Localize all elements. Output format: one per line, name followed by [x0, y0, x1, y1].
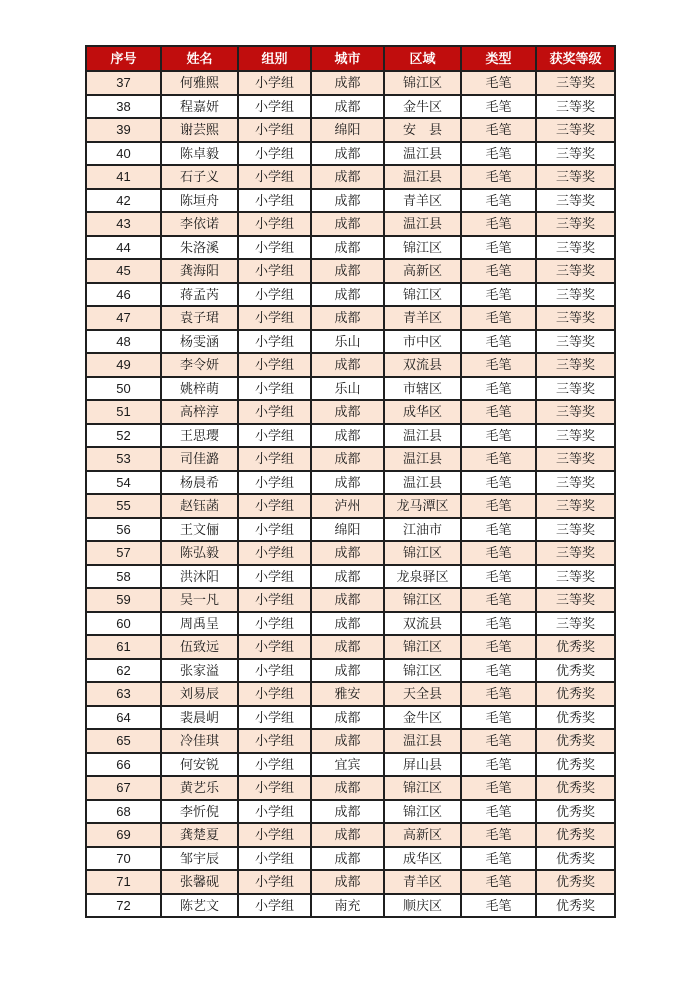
- table-row: [86, 95, 615, 119]
- cell-group: 小学组: [238, 706, 311, 730]
- cell-award: 三等奖: [536, 588, 615, 612]
- cell-district: 锦江区: [384, 541, 461, 565]
- cell-group: 小学组: [238, 870, 311, 894]
- cell-name: 陈弘毅: [161, 541, 238, 565]
- cell-city: 成都: [311, 95, 384, 119]
- cell-award: 三等奖: [536, 377, 615, 401]
- cell-city: 成都: [311, 635, 384, 659]
- cell-name: 杨晨希: [161, 471, 238, 495]
- cell-name: 蒋孟芮: [161, 283, 238, 307]
- cell-type: 毛笔: [461, 706, 536, 730]
- table-row: [86, 142, 615, 166]
- table-row: [86, 71, 615, 95]
- cell-index: 42: [86, 189, 161, 213]
- cell-city: 成都: [311, 306, 384, 330]
- cell-group: 小学组: [238, 377, 311, 401]
- cell-type: 毛笔: [461, 494, 536, 518]
- cell-index: 65: [86, 729, 161, 753]
- cell-district: 锦江区: [384, 800, 461, 824]
- cell-award: 三等奖: [536, 494, 615, 518]
- cell-type: 毛笔: [461, 330, 536, 354]
- cell-name: 袁子珺: [161, 306, 238, 330]
- cell-city: 成都: [311, 729, 384, 753]
- table-row: [86, 729, 615, 753]
- cell-name: 龚海阳: [161, 259, 238, 283]
- cell-type: 毛笔: [461, 847, 536, 871]
- cell-district: 温江县: [384, 729, 461, 753]
- cell-name: 李依诺: [161, 212, 238, 236]
- cell-name: 司佳潞: [161, 447, 238, 471]
- cell-name: 王思璎: [161, 424, 238, 448]
- cell-name: 陈卓毅: [161, 142, 238, 166]
- cell-index: 69: [86, 823, 161, 847]
- cell-award: 三等奖: [536, 189, 615, 213]
- cell-name: 周禹呈: [161, 612, 238, 636]
- cell-award: 优秀奖: [536, 894, 615, 918]
- cell-city: 乐山: [311, 377, 384, 401]
- cell-type: 毛笔: [461, 612, 536, 636]
- cell-city: 成都: [311, 424, 384, 448]
- cell-award: 三等奖: [536, 236, 615, 260]
- cell-district: 双流县: [384, 353, 461, 377]
- cell-district: 金牛区: [384, 706, 461, 730]
- cell-group: 小学组: [238, 800, 311, 824]
- table-row: [86, 494, 615, 518]
- cell-index: 43: [86, 212, 161, 236]
- table-row: [86, 776, 615, 800]
- cell-award: 三等奖: [536, 565, 615, 589]
- table-row: [86, 165, 615, 189]
- cell-index: 47: [86, 306, 161, 330]
- cell-city: 南充: [311, 894, 384, 918]
- cell-index: 59: [86, 588, 161, 612]
- cell-district: 锦江区: [384, 283, 461, 307]
- cell-group: 小学组: [238, 471, 311, 495]
- cell-award: 三等奖: [536, 283, 615, 307]
- cell-name: 邹宇辰: [161, 847, 238, 871]
- cell-city: 成都: [311, 400, 384, 424]
- cell-city: 乐山: [311, 330, 384, 354]
- cell-award: 优秀奖: [536, 847, 615, 871]
- cell-type: 毛笔: [461, 377, 536, 401]
- cell-city: 成都: [311, 823, 384, 847]
- table-row: [86, 659, 615, 683]
- cell-award: 三等奖: [536, 306, 615, 330]
- cell-award: 优秀奖: [536, 823, 615, 847]
- cell-district: 屏山县: [384, 753, 461, 777]
- cell-award: 三等奖: [536, 212, 615, 236]
- cell-index: 40: [86, 142, 161, 166]
- cell-city: 成都: [311, 471, 384, 495]
- cell-type: 毛笔: [461, 870, 536, 894]
- cell-city: 成都: [311, 283, 384, 307]
- cell-type: 毛笔: [461, 283, 536, 307]
- cell-index: 38: [86, 95, 161, 119]
- cell-index: 66: [86, 753, 161, 777]
- cell-name: 姚梓萌: [161, 377, 238, 401]
- cell-type: 毛笔: [461, 588, 536, 612]
- cell-district: 温江县: [384, 447, 461, 471]
- cell-award: 优秀奖: [536, 776, 615, 800]
- table-row: [86, 447, 615, 471]
- cell-award: 三等奖: [536, 142, 615, 166]
- cell-district: 青羊区: [384, 870, 461, 894]
- cell-type: 毛笔: [461, 682, 536, 706]
- cell-group: 小学组: [238, 212, 311, 236]
- cell-district: 锦江区: [384, 236, 461, 260]
- cell-award: 优秀奖: [536, 635, 615, 659]
- cell-award: 三等奖: [536, 118, 615, 142]
- cell-name: 李忻倪: [161, 800, 238, 824]
- table-row: [86, 565, 615, 589]
- cell-city: 成都: [311, 847, 384, 871]
- cell-award: 三等奖: [536, 95, 615, 119]
- cell-type: 毛笔: [461, 306, 536, 330]
- cell-city: 成都: [311, 447, 384, 471]
- column-header-district: 区域: [384, 46, 461, 71]
- cell-index: 60: [86, 612, 161, 636]
- cell-group: 小学组: [238, 400, 311, 424]
- cell-city: 雅安: [311, 682, 384, 706]
- cell-index: 63: [86, 682, 161, 706]
- cell-group: 小学组: [238, 847, 311, 871]
- cell-city: 宜宾: [311, 753, 384, 777]
- cell-district: 青羊区: [384, 189, 461, 213]
- cell-city: 成都: [311, 659, 384, 683]
- cell-city: 成都: [311, 259, 384, 283]
- cell-group: 小学组: [238, 236, 311, 260]
- cell-index: 51: [86, 400, 161, 424]
- cell-name: 吴一凡: [161, 588, 238, 612]
- cell-group: 小学组: [238, 142, 311, 166]
- cell-type: 毛笔: [461, 71, 536, 95]
- table-row: [86, 353, 615, 377]
- cell-group: 小学组: [238, 353, 311, 377]
- cell-type: 毛笔: [461, 353, 536, 377]
- cell-type: 毛笔: [461, 894, 536, 918]
- cell-award: 优秀奖: [536, 753, 615, 777]
- cell-index: 68: [86, 800, 161, 824]
- cell-group: 小学组: [238, 729, 311, 753]
- cell-group: 小学组: [238, 118, 311, 142]
- cell-award: 优秀奖: [536, 682, 615, 706]
- cell-index: 56: [86, 518, 161, 542]
- cell-index: 49: [86, 353, 161, 377]
- table-row: [86, 212, 615, 236]
- cell-district: 双流县: [384, 612, 461, 636]
- column-header-group: 组别: [238, 46, 311, 71]
- cell-type: 毛笔: [461, 165, 536, 189]
- cell-name: 冷佳琪: [161, 729, 238, 753]
- cell-district: 江油市: [384, 518, 461, 542]
- cell-name: 黄艺乐: [161, 776, 238, 800]
- cell-group: 小学组: [238, 635, 311, 659]
- cell-index: 55: [86, 494, 161, 518]
- cell-city: 成都: [311, 776, 384, 800]
- cell-index: 46: [86, 283, 161, 307]
- cell-index: 57: [86, 541, 161, 565]
- table-row: [86, 541, 615, 565]
- cell-type: 毛笔: [461, 95, 536, 119]
- cell-group: 小学组: [238, 189, 311, 213]
- cell-group: 小学组: [238, 823, 311, 847]
- cell-award: 优秀奖: [536, 870, 615, 894]
- cell-name: 裴晨岄: [161, 706, 238, 730]
- cell-group: 小学组: [238, 494, 311, 518]
- cell-name: 陈艺文: [161, 894, 238, 918]
- cell-award: 三等奖: [536, 71, 615, 95]
- cell-group: 小学组: [238, 330, 311, 354]
- cell-name: 张馨砚: [161, 870, 238, 894]
- cell-name: 洪沐阳: [161, 565, 238, 589]
- cell-group: 小学组: [238, 753, 311, 777]
- cell-group: 小学组: [238, 165, 311, 189]
- cell-name: 王文俪: [161, 518, 238, 542]
- column-header-name: 姓名: [161, 46, 238, 71]
- award-results-table: [85, 45, 616, 918]
- cell-index: 58: [86, 565, 161, 589]
- cell-type: 毛笔: [461, 541, 536, 565]
- cell-index: 41: [86, 165, 161, 189]
- header-row: [86, 46, 615, 71]
- column-header-city: 城市: [311, 46, 384, 71]
- cell-city: 成都: [311, 706, 384, 730]
- cell-district: 锦江区: [384, 635, 461, 659]
- cell-district: 市中区: [384, 330, 461, 354]
- cell-type: 毛笔: [461, 518, 536, 542]
- cell-group: 小学组: [238, 541, 311, 565]
- cell-type: 毛笔: [461, 142, 536, 166]
- cell-award: 三等奖: [536, 612, 615, 636]
- table-row: [86, 259, 615, 283]
- table-row: [86, 823, 615, 847]
- table-row: [86, 847, 615, 871]
- column-header-award: 获奖等级: [536, 46, 615, 71]
- cell-district: 温江县: [384, 165, 461, 189]
- cell-type: 毛笔: [461, 635, 536, 659]
- cell-city: 绵阳: [311, 518, 384, 542]
- cell-city: 成都: [311, 212, 384, 236]
- cell-group: 小学组: [238, 424, 311, 448]
- cell-name: 刘易辰: [161, 682, 238, 706]
- cell-district: 温江县: [384, 424, 461, 448]
- cell-type: 毛笔: [461, 729, 536, 753]
- cell-type: 毛笔: [461, 424, 536, 448]
- cell-group: 小学组: [238, 518, 311, 542]
- cell-type: 毛笔: [461, 189, 536, 213]
- table-row: [86, 471, 615, 495]
- table-row: [86, 588, 615, 612]
- table-row: [86, 800, 615, 824]
- cell-group: 小学组: [238, 283, 311, 307]
- cell-group: 小学组: [238, 588, 311, 612]
- cell-award: 三等奖: [536, 259, 615, 283]
- table-row: [86, 377, 615, 401]
- cell-group: 小学组: [238, 447, 311, 471]
- cell-name: 赵钰菡: [161, 494, 238, 518]
- cell-award: 三等奖: [536, 400, 615, 424]
- table-row: [86, 635, 615, 659]
- cell-city: 成都: [311, 353, 384, 377]
- cell-district: 成华区: [384, 400, 461, 424]
- cell-district: 顺庆区: [384, 894, 461, 918]
- cell-name: 龚楚夏: [161, 823, 238, 847]
- cell-city: 成都: [311, 236, 384, 260]
- cell-type: 毛笔: [461, 753, 536, 777]
- cell-index: 44: [86, 236, 161, 260]
- table-row: [86, 236, 615, 260]
- cell-index: 62: [86, 659, 161, 683]
- table-row: [86, 400, 615, 424]
- cell-city: 成都: [311, 541, 384, 565]
- cell-city: 泸州: [311, 494, 384, 518]
- cell-type: 毛笔: [461, 823, 536, 847]
- cell-city: 成都: [311, 189, 384, 213]
- table-row: [86, 682, 615, 706]
- cell-award: 优秀奖: [536, 729, 615, 753]
- cell-group: 小学组: [238, 95, 311, 119]
- cell-group: 小学组: [238, 612, 311, 636]
- cell-type: 毛笔: [461, 565, 536, 589]
- cell-district: 温江县: [384, 142, 461, 166]
- cell-group: 小学组: [238, 776, 311, 800]
- cell-district: 锦江区: [384, 659, 461, 683]
- table-row: [86, 753, 615, 777]
- cell-index: 71: [86, 870, 161, 894]
- cell-award: 三等奖: [536, 165, 615, 189]
- cell-district: 温江县: [384, 212, 461, 236]
- cell-award: 三等奖: [536, 471, 615, 495]
- cell-type: 毛笔: [461, 259, 536, 283]
- cell-name: 何雅熙: [161, 71, 238, 95]
- cell-award: 三等奖: [536, 518, 615, 542]
- cell-name: 李令妍: [161, 353, 238, 377]
- cell-index: 48: [86, 330, 161, 354]
- cell-district: 温江县: [384, 471, 461, 495]
- cell-city: 成都: [311, 800, 384, 824]
- cell-name: 何安锐: [161, 753, 238, 777]
- cell-award: 三等奖: [536, 447, 615, 471]
- cell-district: 青羊区: [384, 306, 461, 330]
- table-row: [86, 424, 615, 448]
- cell-district: 高新区: [384, 259, 461, 283]
- cell-name: 伍致远: [161, 635, 238, 659]
- cell-type: 毛笔: [461, 212, 536, 236]
- cell-award: 优秀奖: [536, 659, 615, 683]
- cell-group: 小学组: [238, 682, 311, 706]
- cell-city: 成都: [311, 870, 384, 894]
- table-row: [86, 306, 615, 330]
- cell-index: 39: [86, 118, 161, 142]
- cell-index: 50: [86, 377, 161, 401]
- cell-district: 锦江区: [384, 71, 461, 95]
- cell-district: 龙泉驿区: [384, 565, 461, 589]
- cell-index: 53: [86, 447, 161, 471]
- cell-name: 张家溢: [161, 659, 238, 683]
- cell-district: 锦江区: [384, 776, 461, 800]
- cell-group: 小学组: [238, 894, 311, 918]
- cell-index: 52: [86, 424, 161, 448]
- table-row: [86, 283, 615, 307]
- cell-district: 成华区: [384, 847, 461, 871]
- cell-name: 谢芸熙: [161, 118, 238, 142]
- cell-district: 高新区: [384, 823, 461, 847]
- cell-index: 64: [86, 706, 161, 730]
- cell-award: 三等奖: [536, 541, 615, 565]
- cell-district: 金牛区: [384, 95, 461, 119]
- cell-district: 市辖区: [384, 377, 461, 401]
- cell-group: 小学组: [238, 71, 311, 95]
- cell-award: 三等奖: [536, 424, 615, 448]
- table-row: [86, 870, 615, 894]
- cell-index: 72: [86, 894, 161, 918]
- cell-name: 高梓淳: [161, 400, 238, 424]
- cell-city: 绵阳: [311, 118, 384, 142]
- cell-award: 三等奖: [536, 330, 615, 354]
- cell-city: 成都: [311, 565, 384, 589]
- cell-group: 小学组: [238, 259, 311, 283]
- cell-award: 三等奖: [536, 353, 615, 377]
- cell-type: 毛笔: [461, 776, 536, 800]
- table-row: [86, 118, 615, 142]
- cell-type: 毛笔: [461, 471, 536, 495]
- cell-index: 61: [86, 635, 161, 659]
- table-row: [86, 189, 615, 213]
- cell-group: 小学组: [238, 565, 311, 589]
- cell-name: 朱洛溪: [161, 236, 238, 260]
- table-row: [86, 330, 615, 354]
- cell-district: 天全县: [384, 682, 461, 706]
- cell-index: 45: [86, 259, 161, 283]
- cell-district: 锦江区: [384, 588, 461, 612]
- cell-district: 安 县: [384, 118, 461, 142]
- cell-city: 成都: [311, 588, 384, 612]
- cell-city: 成都: [311, 612, 384, 636]
- cell-city: 成都: [311, 71, 384, 95]
- cell-index: 37: [86, 71, 161, 95]
- table-row: [86, 894, 615, 918]
- cell-award: 优秀奖: [536, 800, 615, 824]
- cell-city: 成都: [311, 165, 384, 189]
- cell-city: 成都: [311, 142, 384, 166]
- column-header-index: 序号: [86, 46, 161, 71]
- cell-type: 毛笔: [461, 236, 536, 260]
- cell-type: 毛笔: [461, 659, 536, 683]
- table-row: [86, 706, 615, 730]
- cell-index: 70: [86, 847, 161, 871]
- table-row: [86, 518, 615, 542]
- cell-name: 石子义: [161, 165, 238, 189]
- cell-index: 67: [86, 776, 161, 800]
- cell-type: 毛笔: [461, 800, 536, 824]
- cell-award: 优秀奖: [536, 706, 615, 730]
- cell-type: 毛笔: [461, 118, 536, 142]
- column-header-type: 类型: [461, 46, 536, 71]
- cell-group: 小学组: [238, 306, 311, 330]
- cell-type: 毛笔: [461, 447, 536, 471]
- cell-name: 杨雯涵: [161, 330, 238, 354]
- cell-name: 陈垣舟: [161, 189, 238, 213]
- cell-group: 小学组: [238, 659, 311, 683]
- table-row: [86, 612, 615, 636]
- cell-name: 程嘉妍: [161, 95, 238, 119]
- cell-type: 毛笔: [461, 400, 536, 424]
- cell-index: 54: [86, 471, 161, 495]
- cell-district: 龙马潭区: [384, 494, 461, 518]
